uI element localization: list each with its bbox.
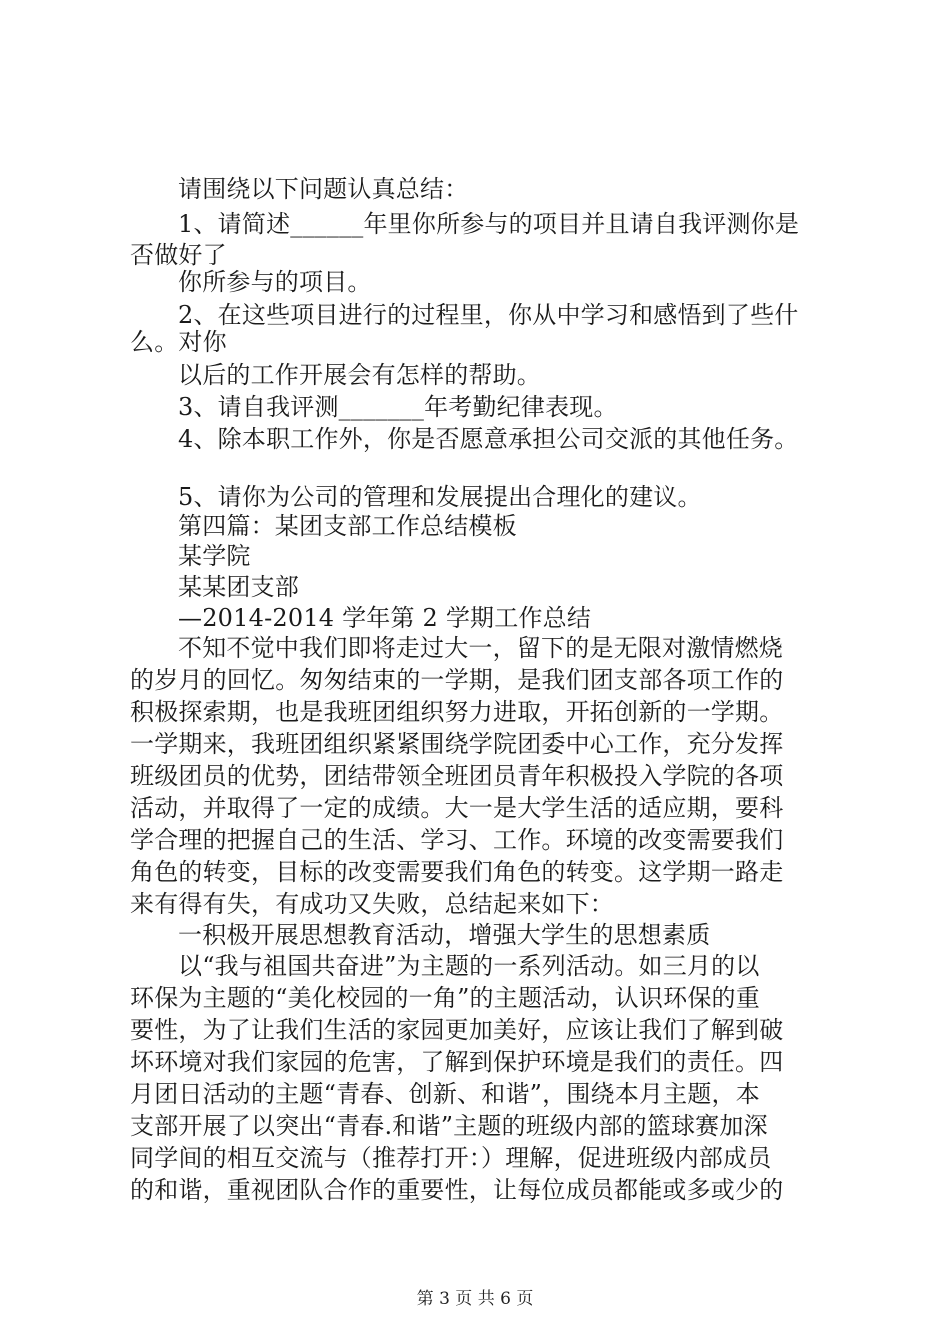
text-line: 以后的工作开展会有怎样的帮助。 — [178, 361, 541, 389]
page-footer: 第 3 页 共 6 页 — [416, 1289, 534, 1309]
text-line: 么。对你 — [130, 328, 227, 356]
text-line: 要性，为了让我们生活的家园更加美好，应该让我们了解到破 — [130, 1016, 784, 1044]
text-line: 某某团支部 — [178, 573, 299, 601]
text-line: 同学间的相互交流与（推荐打开：）理解，促进班级内部成员 — [130, 1144, 772, 1172]
text-line: 积极探索期，也是我班团组织努力进取，开拓创新的一学期。 — [130, 698, 784, 726]
text-line: 以“我与祖国共奋进”为主题的一系列活动。如三月的以 — [178, 952, 760, 980]
text-line: 某学院 — [178, 542, 251, 570]
text-line: 学合理的把握自己的生活、学习、工作。环境的改变需要我们 — [130, 826, 784, 854]
text-line: 你所参与的项目。 — [178, 268, 372, 296]
text-line: 环保为主题的“美化校园的一角”的主题活动，认识环保的重 — [130, 984, 760, 1012]
section-heading: 第四篇：某团支部工作总结模板 — [178, 512, 517, 540]
text-line: 一积极开展思想教育活动，增强大学生的思想素质 — [178, 921, 711, 949]
text-line: 1、请简述______年里你所参与的项目并且请自我评测你是 — [178, 210, 800, 238]
text-line: 班级团员的优势，团结带领全班团员青年积极投入学院的各项 — [130, 762, 784, 790]
text-line: 2、在这些项目进行的过程里，你从中学习和感悟到了些什 — [178, 301, 799, 329]
text-line: 否做好了 — [130, 241, 227, 269]
text-line: 月团日活动的主题“青春、创新、和谐”，围绕本月主题，本 — [130, 1080, 760, 1108]
text-line: 4、除本职工作外，你是否愿意承担公司交派的其他任务。 — [178, 425, 799, 453]
text-line: 请围绕以下问题认真总结： — [178, 175, 469, 203]
text-line: 不知不觉中我们即将走过大一，留下的是无限对激情燃烧 — [178, 634, 783, 662]
text-line: 来有得有失，有成功又失败，总结起来如下： — [130, 890, 614, 918]
text-line: 坏环境对我们家园的危害，了解到保护环境是我们的责任。四 — [130, 1048, 784, 1076]
text-line: 支部开展了以突出“青春.和谐”主题的班级内部的篮球赛加深 — [130, 1112, 768, 1140]
text-line: 角色的转变，目标的改变需要我们角色的转变。这学期一路走 — [130, 858, 784, 886]
text-line: 3、请自我评测_______年考勤纪律表现。 — [178, 393, 618, 421]
text-line: 活动，并取得了一定的成绩。大一是大学生活的适应期，要科 — [130, 794, 784, 822]
text-line: —2014-2014 学年第 2 学期工作总结 — [178, 604, 592, 632]
text-line: 5、请你为公司的管理和发展提出合理化的建议。 — [178, 483, 702, 511]
text-line: 的和谐，重视团队合作的重要性，让每位成员都能或多或少的 — [130, 1176, 784, 1204]
text-line: 一学期来，我班团组织紧紧围绕学院团委中心工作，充分发挥 — [130, 730, 784, 758]
text-line: 的岁月的回忆。匆匆结束的一学期，是我们团支部各项工作的 — [130, 666, 784, 694]
